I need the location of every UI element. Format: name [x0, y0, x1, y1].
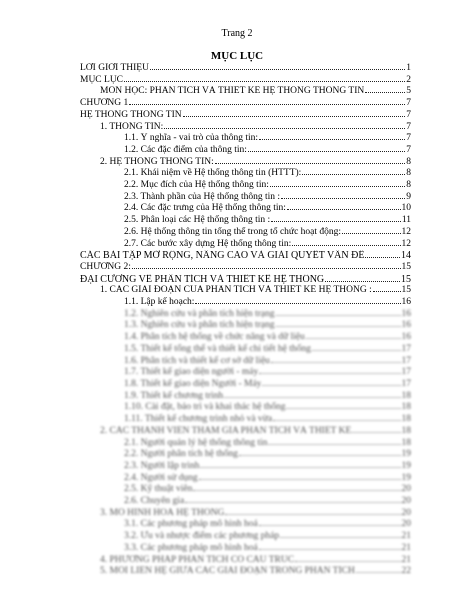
- toc-entry-page: 17: [401, 355, 411, 366]
- toc-entry[interactable]: [80, 449, 411, 461]
- toc-entry-page: 11: [401, 215, 411, 226]
- toc-entry-label: 1.10. Cài đặt, bảo trì và khai thác hệ thống: [124, 402, 286, 413]
- toc-entry-label: 2.3. Thành phần của Hệ thống thông tin :: [124, 191, 281, 202]
- toc-entry-page: 16: [401, 332, 411, 343]
- toc-entry[interactable]: [80, 402, 411, 414]
- toc-entry[interactable]: [80, 555, 411, 567]
- toc-entry[interactable]: [80, 274, 411, 286]
- dot-leader: [365, 92, 405, 93]
- toc-entry-label: 2.1. Khái niệm về Hệ thống thông tin (HTTT):: [124, 168, 302, 179]
- toc-entry-label: MÔN HỌC: PHÂN TÍCH VÀ THIẾT KẾ HỆ THỐNG THÔNG TIN: [100, 86, 365, 97]
- toc-entry-label: 2.4. Các đặc trưng của Hệ thống thông tin:: [124, 203, 286, 214]
- toc-entry-page: 16: [401, 297, 411, 308]
- toc-entry[interactable]: [80, 86, 411, 98]
- page-label: Trang 2: [221, 28, 253, 39]
- toc-entry[interactable]: [80, 98, 411, 110]
- toc-entry-label: 2.5. Kỹ thuật viên: [124, 484, 193, 495]
- toc-entry[interactable]: [80, 285, 411, 297]
- toc-entry-label: 1.2. Các đặc điểm của thông tin:: [124, 144, 247, 155]
- toc-entry-page: 7: [406, 121, 411, 132]
- toc-entry[interactable]: [80, 473, 411, 485]
- toc-entry-label: CÁC BÀI TẬP MỞ RỘNG, NÂNG CAO VÀ GIẢI QUYẾT VẤN ĐỀ: [80, 250, 365, 262]
- toc-entry-page: 19: [401, 472, 411, 483]
- toc-entry-page: 18: [401, 402, 411, 413]
- toc-entry[interactable]: [80, 379, 411, 391]
- toc-entry-page: 12: [401, 238, 411, 249]
- toc-entry-page: 7: [406, 144, 411, 155]
- dot-leader: [259, 525, 401, 526]
- toc-entry-label: 1.5. Thiết kế tổng thể và thiết kế chi tiết hệ thống: [124, 343, 311, 354]
- toc-entry[interactable]: [80, 496, 411, 508]
- dot-leader: [281, 198, 405, 199]
- toc-entry-label: 1.1. Lập kế hoạch:: [124, 297, 195, 308]
- dot-leader: [302, 174, 405, 175]
- toc-entry[interactable]: [80, 250, 411, 262]
- dot-leader: [270, 186, 405, 187]
- toc-entry-page: 8: [406, 168, 411, 179]
- toc-entry-label: 2.6. Chuyên gia: [124, 496, 185, 507]
- dot-leader: [306, 338, 401, 339]
- toc-entry[interactable]: [80, 157, 411, 169]
- toc-entry-page: 15: [401, 273, 411, 285]
- toc-entry[interactable]: [80, 122, 411, 134]
- dot-leader: [280, 537, 400, 538]
- dot-leader: [259, 373, 400, 374]
- toc-entry-page: 7: [406, 109, 411, 120]
- toc-entry[interactable]: [80, 75, 411, 87]
- dot-leader: [268, 444, 400, 445]
- toc-entry[interactable]: [80, 168, 411, 180]
- toc-entry[interactable]: [80, 461, 411, 473]
- toc-entry-page: 22: [401, 566, 411, 577]
- toc-entry-page: 18: [401, 425, 411, 436]
- dot-leader: [276, 315, 401, 316]
- toc-entry-page: 14: [401, 250, 411, 262]
- toc-entry-page: 18: [401, 414, 411, 425]
- toc-entry-label: 2.2. Mục đích của Hệ thống thông tin:: [124, 180, 269, 191]
- toc-entry-page: 20: [401, 519, 411, 530]
- toc-entry-label: 1.1. Ý nghĩa - vai trò của thông tin:: [124, 133, 259, 144]
- toc-entry-page: 7: [406, 98, 411, 109]
- toc-title: MỤC LỤC: [210, 50, 264, 62]
- toc-entry-page: 1: [406, 63, 411, 73]
- toc-entry-label: 3.1. Các phương pháp mô hình hoá: [124, 519, 258, 530]
- toc-entry-label: 2.6. Hệ thống thông tin tổng thể trong tổ chức hoạt động:: [124, 226, 342, 237]
- toc-entry-label: HỆ THỐNG THÔNG TIN: [80, 109, 182, 120]
- table-of-contents: [80, 63, 411, 578]
- toc-entry-label: ĐẠI CƯƠNG VỀ PHÂN TÍCH VÀ THIẾT KẾ HỆ THỐNG: [80, 273, 325, 285]
- toc-entry-page: 20: [401, 496, 411, 507]
- dot-leader: [259, 139, 405, 140]
- toc-entry[interactable]: [80, 367, 411, 379]
- toc-entry[interactable]: [80, 414, 411, 426]
- dot-leader: [352, 432, 400, 433]
- dot-leader: [286, 408, 400, 409]
- dot-leader: [325, 281, 400, 282]
- toc-entry-page: 7: [406, 133, 411, 144]
- dot-leader: [132, 268, 401, 269]
- toc-entry-label: 2.1. Người quản lý hệ thống thông tin: [124, 437, 268, 448]
- dot-leader: [185, 502, 400, 503]
- toc-entry-page: 15: [401, 261, 411, 272]
- toc-entry[interactable]: [80, 180, 411, 192]
- toc-entry-label: 4. PHƯƠNG PHÁP PHÂN TÍCH CÓ CẤU TRÚC: [100, 554, 295, 565]
- toc-entry-page: 8: [406, 156, 411, 167]
- dot-leader: [239, 455, 401, 456]
- dot-leader: [225, 514, 400, 515]
- toc-entry-page: 21: [401, 531, 411, 542]
- toc-entry[interactable]: [80, 262, 411, 274]
- toc-entry-label: 2.2. Người phân tích hệ thống: [124, 449, 238, 460]
- toc-entry-page: 17: [401, 378, 411, 389]
- toc-entry-label: 2.5. Phân loại các Hệ thống thông tin :: [124, 215, 271, 226]
- toc-entry-page: 18: [401, 390, 411, 401]
- toc-entry[interactable]: [80, 239, 411, 251]
- toc-entry[interactable]: [80, 531, 411, 543]
- toc-entry[interactable]: [80, 133, 411, 145]
- toc-entry-label: 1.8. Thiết kế giao diện Người - Máy: [124, 378, 262, 389]
- toc-entry[interactable]: [80, 332, 411, 344]
- dot-leader: [215, 163, 406, 164]
- toc-entry-page: 19: [401, 460, 411, 471]
- toc-entry-page: 16: [401, 308, 411, 319]
- toc-entry[interactable]: [80, 426, 411, 438]
- toc-entry[interactable]: [80, 543, 411, 555]
- toc-entry-label: 3.2. Ưu và nhược điểm các phương pháp: [124, 531, 280, 542]
- toc-entry[interactable]: [80, 519, 411, 531]
- toc-entry-label: 2.3. Người lập trình: [124, 460, 200, 471]
- dot-leader: [365, 257, 400, 258]
- dot-leader: [292, 245, 400, 246]
- toc-entry-label: 1.4. Phân tích hệ thống về chức năng và dữ liệu: [124, 332, 305, 343]
- toc-entry[interactable]: [80, 438, 411, 450]
- toc-entry-page: 15: [401, 285, 411, 296]
- toc-entry-page: 17: [401, 343, 411, 354]
- toc-entry-label: 2. CÁC THÀNH VIÊN THAM GIA PHÂN TÍCH VÀ THIẾT KẾ: [100, 425, 352, 436]
- toc-entry-label: 3. MÔ HÌNH HOÁ HỆ THỐNG: [100, 507, 225, 518]
- toc-entry-page: 18: [401, 437, 411, 448]
- toc-entry-page: 17: [401, 367, 411, 378]
- dot-leader: [312, 350, 401, 351]
- toc-entry[interactable]: [80, 320, 411, 332]
- dot-leader: [356, 572, 401, 573]
- dot-leader: [129, 104, 405, 105]
- toc-entry-page: 9: [406, 191, 411, 202]
- toc-entry-label: LỜI GIỚI THIỆU: [80, 63, 149, 73]
- dot-leader: [373, 291, 401, 292]
- dot-leader: [124, 81, 405, 82]
- dot-leader: [273, 420, 400, 421]
- toc-entry[interactable]: [80, 192, 411, 204]
- toc-entry[interactable]: [80, 309, 411, 321]
- toc-entry[interactable]: [80, 356, 411, 368]
- toc-entry-page: 2: [406, 74, 411, 85]
- dot-leader: [262, 385, 400, 386]
- toc-entry-label: 1. THÔNG TIN:: [100, 121, 164, 132]
- toc-entry[interactable]: [80, 227, 411, 239]
- toc-entry-page: 20: [401, 507, 411, 518]
- toc-entry-label: 1.3. Nghiên cứu và phân tích hiện trạng: [124, 320, 275, 331]
- dot-leader: [199, 479, 401, 480]
- toc-entry-label: 5. MÔI LIÊN HỆ GIỮA CÁC GIAI ĐOẠN TRONG PHÂN TÍCH: [100, 566, 355, 577]
- dot-leader: [248, 151, 405, 152]
- toc-entry-page: 5: [406, 86, 411, 97]
- toc-entry[interactable]: [80, 566, 411, 578]
- toc-entry[interactable]: [80, 145, 411, 157]
- dot-leader: [259, 549, 401, 550]
- toc-entry[interactable]: [80, 297, 411, 309]
- toc-entry-page: 20: [401, 484, 411, 495]
- toc-entry[interactable]: [80, 508, 411, 520]
- toc-entry-page: 8: [406, 180, 411, 191]
- dot-leader: [193, 490, 400, 491]
- toc-entry[interactable]: [80, 391, 411, 403]
- toc-entry-label: 2. HỆ THỐNG THÔNG TIN:: [100, 156, 214, 167]
- toc-entry-label: CHƯƠNG 1: [80, 98, 129, 109]
- toc-entry-label: 1.2. Nghiên cứu và phân tích hiện trạng: [124, 308, 275, 319]
- toc-entry-label: 3.3. Các phương pháp mô hình hoá: [124, 542, 258, 553]
- dot-leader: [200, 467, 400, 468]
- toc-entry[interactable]: [80, 215, 411, 227]
- toc-entry-label: CHƯƠNG 2:: [80, 261, 131, 272]
- toc-entry[interactable]: [80, 484, 411, 496]
- dot-leader: [150, 69, 405, 70]
- dot-leader: [276, 326, 401, 327]
- toc-entry-label: 1.6. Phân tích và thiết kế cơ sở dữ liệu: [124, 355, 270, 366]
- toc-entry-label: 1.11. Thiết kế chương trình nhỏ và vừa: [124, 414, 273, 425]
- dot-leader: [295, 561, 400, 562]
- dot-leader: [164, 128, 405, 129]
- dot-leader: [183, 116, 406, 117]
- dot-leader: [224, 397, 400, 398]
- toc-entry-label: 2.4. Người sử dụng: [124, 472, 198, 483]
- toc-entry-page: 16: [401, 320, 411, 331]
- toc-entry-page: 12: [401, 226, 411, 237]
- toc-entry[interactable]: [80, 203, 411, 215]
- toc-entry[interactable]: [80, 63, 411, 75]
- dot-leader: [195, 303, 400, 304]
- toc-entry-page: 19: [401, 449, 411, 460]
- toc-entry-label: 1.7. Thiết kế giao diện người - máy: [124, 367, 259, 378]
- toc-entry-label: 1. CÁC GIAI ĐOẠN CỦA PHÂN TÍCH VÀ THIẾT KẾ HỆ THỐNG :: [100, 285, 372, 296]
- dot-leader: [287, 209, 401, 210]
- toc-entry-label: 1.9. Thiết kế chương trình: [124, 390, 224, 401]
- toc-entry-label: MỤC LỤC: [80, 74, 124, 85]
- toc-entry-page: 10: [401, 203, 411, 214]
- toc-entry-page: 21: [401, 542, 411, 553]
- toc-entry[interactable]: [80, 344, 411, 356]
- toc-entry-page: 21: [401, 554, 411, 565]
- toc-entry-label: 2.7. Các bước xây dựng Hệ thống thông tin:: [124, 238, 292, 249]
- toc-entry[interactable]: [80, 110, 411, 122]
- dot-leader: [271, 362, 401, 363]
- dot-leader: [271, 221, 401, 222]
- dot-leader: [342, 233, 400, 234]
